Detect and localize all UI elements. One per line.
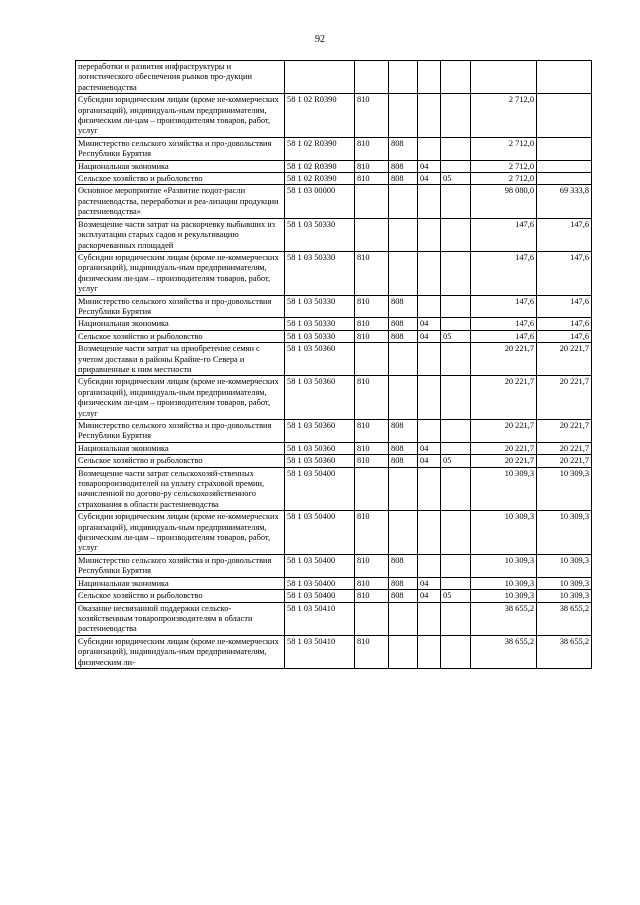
cell-amount-1: 10 309,3 (471, 511, 537, 555)
cell-amount-1: 20 221,7 (471, 442, 537, 454)
cell-section (418, 343, 441, 376)
cell-target-article: 58 1 03 50360 (285, 420, 355, 443)
cell-target-article: 58 1 02 R0390 (285, 160, 355, 172)
cell-subsection (441, 554, 471, 577)
table-row (76, 173, 592, 185)
cell-subsection (441, 343, 471, 376)
table-row (76, 420, 592, 443)
cell-ministry-code (389, 185, 418, 218)
cell-ministry-code: 808 (389, 160, 418, 172)
cell-amount-2: 20 221,7 (537, 376, 592, 420)
cell-section (418, 251, 441, 295)
cell-name: Сельское хозяйство и рыболовство (76, 590, 285, 602)
cell-subsection: 05 (441, 330, 471, 342)
cell-subsection (441, 318, 471, 330)
cell-target-article: 58 1 02 R0390 (285, 94, 355, 138)
cell-section (418, 185, 441, 218)
cell-amount-2: 38 655,2 (537, 635, 592, 668)
cell-target-article: 58 1 03 50410 (285, 635, 355, 668)
cell-subsection (441, 160, 471, 172)
cell-name: переработки и развития инфраструктуры и логистического обеспечения рынков про-дукции растениеводства (76, 61, 285, 94)
table-row (76, 61, 592, 94)
cell-name: Оказание несвязанной поддержки сельско-хозяйственным товаропроизводителям в области растениеводства (76, 602, 285, 635)
cell-target-article: 58 1 03 50400 (285, 554, 355, 577)
cell-target-article: 58 1 02 R0390 (285, 173, 355, 185)
cell-subsection (441, 467, 471, 511)
cell-ministry-code: 808 (389, 577, 418, 589)
cell-amount-1: 10 309,3 (471, 577, 537, 589)
cell-target-article: 58 1 03 50360 (285, 455, 355, 467)
cell-amount-1: 10 309,3 (471, 590, 537, 602)
cell-subsection: 05 (441, 455, 471, 467)
cell-name: Возмещение части затрат сельскохозяй-ственных товаропроизводителей на уплату страховой премии, начисленной по догово-ру сельскохозяйственного страхования в области растениеводства (76, 467, 285, 511)
cell-amount-2: 147,6 (537, 251, 592, 295)
cell-name: Национальная экономика (76, 442, 285, 454)
cell-section (418, 218, 441, 251)
cell-ministry-code: 808 (389, 420, 418, 443)
cell-name: Сельское хозяйство и рыболовство (76, 330, 285, 342)
cell-target-article: 58 1 03 50410 (285, 602, 355, 635)
table-row (76, 602, 592, 635)
cell-target-article: 58 1 03 50360 (285, 376, 355, 420)
cell-expense-type: 810 (355, 590, 389, 602)
cell-subsection (441, 511, 471, 555)
cell-amount-1: 20 221,7 (471, 420, 537, 443)
cell-amount-2: 147,6 (537, 295, 592, 318)
cell-expense-type: 810 (355, 173, 389, 185)
cell-expense-type (355, 467, 389, 511)
cell-subsection (441, 137, 471, 160)
table-row (76, 137, 592, 160)
cell-ministry-code: 808 (389, 295, 418, 318)
cell-amount-2: 147,6 (537, 318, 592, 330)
cell-target-article (285, 61, 355, 94)
cell-expense-type (355, 218, 389, 251)
table-row (76, 442, 592, 454)
cell-expense-type: 810 (355, 577, 389, 589)
cell-target-article: 58 1 02 R0390 (285, 137, 355, 160)
cell-name: Министерство сельского хозяйства и про-довольствия Республики Бурятия (76, 137, 285, 160)
table-row (76, 455, 592, 467)
page-number: 92 (315, 34, 325, 45)
cell-amount-1: 98 080,0 (471, 185, 537, 218)
cell-subsection: 05 (441, 173, 471, 185)
cell-amount-1 (471, 61, 537, 94)
cell-amount-2: 20 221,7 (537, 455, 592, 467)
cell-section: 04 (418, 442, 441, 454)
cell-ministry-code (389, 467, 418, 511)
cell-amount-2: 38 655,2 (537, 602, 592, 635)
cell-target-article: 58 1 03 50330 (285, 318, 355, 330)
cell-target-article: 58 1 03 50400 (285, 467, 355, 511)
cell-section (418, 554, 441, 577)
cell-subsection (441, 420, 471, 443)
cell-amount-2 (537, 173, 592, 185)
table-row (76, 295, 592, 318)
table-row (76, 318, 592, 330)
cell-amount-2: 10 309,3 (537, 467, 592, 511)
cell-ministry-code (389, 61, 418, 94)
cell-section (418, 635, 441, 668)
cell-name: Субсидии юридическим лицам (кроме не-коммерческих организаций), индивидуаль-ным предпринимателям, физическим ли- (76, 635, 285, 668)
cell-expense-type: 810 (355, 511, 389, 555)
cell-section: 04 (418, 160, 441, 172)
cell-subsection (441, 185, 471, 218)
cell-amount-1: 147,6 (471, 330, 537, 342)
cell-subsection (441, 61, 471, 94)
cell-ministry-code (389, 376, 418, 420)
cell-amount-1: 20 221,7 (471, 343, 537, 376)
cell-amount-1: 38 655,2 (471, 602, 537, 635)
cell-name: Субсидии юридическим лицам (кроме не-коммерческих организаций), индивидуаль-ным предпринимателям, физическим ли-цам – производителям товаров, работ, услуг (76, 511, 285, 555)
cell-section (418, 137, 441, 160)
cell-name: Субсидии юридическим лицам (кроме не-коммерческих организаций), индивидуаль-ным предпринимателям, физическим ли-цам – производителям товаров, работ, услуг (76, 251, 285, 295)
cell-amount-1: 2 712,0 (471, 94, 537, 138)
cell-section (418, 376, 441, 420)
cell-ministry-code (389, 511, 418, 555)
cell-name: Возмещение части затрат на приобретение семян с учетом доставки в районы Крайне-го Севера и приравненные к ним местности (76, 343, 285, 376)
cell-subsection (441, 442, 471, 454)
table-body (76, 61, 592, 669)
table-row (76, 185, 592, 218)
cell-section: 04 (418, 173, 441, 185)
cell-amount-2: 10 309,3 (537, 554, 592, 577)
cell-subsection (441, 251, 471, 295)
cell-expense-type (355, 185, 389, 218)
cell-target-article: 58 1 03 50400 (285, 511, 355, 555)
cell-section (418, 61, 441, 94)
table-row (76, 251, 592, 295)
cell-subsection (441, 577, 471, 589)
cell-amount-2: 147,6 (537, 330, 592, 342)
cell-section (418, 467, 441, 511)
cell-ministry-code: 808 (389, 554, 418, 577)
cell-expense-type: 810 (355, 137, 389, 160)
cell-subsection (441, 94, 471, 138)
cell-ministry-code: 808 (389, 455, 418, 467)
cell-section: 04 (418, 330, 441, 342)
table-row (76, 160, 592, 172)
cell-subsection (441, 602, 471, 635)
table-row (76, 590, 592, 602)
cell-name: Субсидии юридическим лицам (кроме не-коммерческих организаций), индивидуаль-ным предпринимателям, физическим ли-цам – производителям товаров, работ, услуг (76, 376, 285, 420)
cell-expense-type: 810 (355, 94, 389, 138)
table-row (76, 635, 592, 668)
cell-amount-2: 20 221,7 (537, 420, 592, 443)
cell-amount-1: 38 655,2 (471, 635, 537, 668)
cell-amount-2: 20 221,7 (537, 343, 592, 376)
cell-subsection (441, 218, 471, 251)
cell-ministry-code: 808 (389, 173, 418, 185)
cell-section: 04 (418, 590, 441, 602)
cell-expense-type: 810 (355, 420, 389, 443)
cell-amount-1: 2 712,0 (471, 137, 537, 160)
table-row (76, 343, 592, 376)
cell-amount-2: 10 309,3 (537, 590, 592, 602)
table-row (76, 577, 592, 589)
cell-expense-type: 810 (355, 295, 389, 318)
cell-expense-type (355, 61, 389, 94)
cell-amount-2 (537, 94, 592, 138)
cell-ministry-code (389, 251, 418, 295)
cell-subsection (441, 635, 471, 668)
cell-section (418, 511, 441, 555)
table-row (76, 467, 592, 511)
cell-name: Возмещение части затрат на раскорчевку выбывших из эксплуатации старых садов и рекультивацию раскорчеванных площадей (76, 218, 285, 251)
cell-amount-2 (537, 61, 592, 94)
cell-expense-type: 810 (355, 376, 389, 420)
cell-amount-2: 69 333,8 (537, 185, 592, 218)
cell-amount-2: 147,6 (537, 218, 592, 251)
cell-amount-1: 2 712,0 (471, 160, 537, 172)
cell-subsection (441, 295, 471, 318)
table-row (76, 511, 592, 555)
cell-amount-1: 147,6 (471, 295, 537, 318)
cell-expense-type: 810 (355, 330, 389, 342)
cell-expense-type: 810 (355, 442, 389, 454)
cell-target-article: 58 1 03 50400 (285, 577, 355, 589)
cell-expense-type: 810 (355, 251, 389, 295)
cell-expense-type (355, 602, 389, 635)
cell-amount-1: 2 712,0 (471, 173, 537, 185)
cell-amount-1: 147,6 (471, 318, 537, 330)
cell-amount-2: 10 309,3 (537, 577, 592, 589)
cell-expense-type (355, 343, 389, 376)
cell-amount-2 (537, 160, 592, 172)
cell-subsection: 05 (441, 590, 471, 602)
cell-target-article: 58 1 03 50330 (285, 295, 355, 318)
cell-ministry-code (389, 343, 418, 376)
table-row (76, 330, 592, 342)
cell-amount-2: 10 309,3 (537, 511, 592, 555)
cell-target-article: 58 1 03 00000 (285, 185, 355, 218)
cell-target-article: 58 1 03 50360 (285, 343, 355, 376)
cell-amount-1: 147,6 (471, 218, 537, 251)
table-row (76, 554, 592, 577)
cell-amount-1: 10 309,3 (471, 467, 537, 511)
cell-amount-1: 20 221,7 (471, 376, 537, 420)
cell-subsection (441, 376, 471, 420)
cell-expense-type: 810 (355, 455, 389, 467)
cell-name: Министерство сельского хозяйства и про-довольствия Республики Бурятия (76, 420, 285, 443)
cell-expense-type: 810 (355, 160, 389, 172)
cell-name: Сельское хозяйство и рыболовство (76, 455, 285, 467)
cell-section: 04 (418, 577, 441, 589)
cell-amount-1: 20 221,7 (471, 455, 537, 467)
cell-ministry-code: 808 (389, 318, 418, 330)
cell-section (418, 420, 441, 443)
cell-amount-2 (537, 137, 592, 160)
cell-ministry-code (389, 94, 418, 138)
cell-ministry-code (389, 635, 418, 668)
cell-amount-1: 10 309,3 (471, 554, 537, 577)
cell-ministry-code: 808 (389, 590, 418, 602)
cell-expense-type: 810 (355, 554, 389, 577)
cell-ministry-code: 808 (389, 442, 418, 454)
cell-target-article: 58 1 03 50360 (285, 442, 355, 454)
table-row (76, 218, 592, 251)
cell-ministry-code: 808 (389, 137, 418, 160)
cell-name: Национальная экономика (76, 318, 285, 330)
cell-ministry-code (389, 602, 418, 635)
cell-ministry-code: 808 (389, 330, 418, 342)
cell-ministry-code (389, 218, 418, 251)
cell-target-article: 58 1 03 50330 (285, 251, 355, 295)
cell-target-article: 58 1 03 50330 (285, 330, 355, 342)
cell-amount-1: 147,6 (471, 251, 537, 295)
cell-amount-2: 20 221,7 (537, 442, 592, 454)
cell-section: 04 (418, 318, 441, 330)
cell-target-article: 58 1 03 50400 (285, 590, 355, 602)
table-row (76, 94, 592, 138)
cell-section (418, 602, 441, 635)
cell-name: Субсидии юридическим лицам (кроме не-коммерческих организаций), индивидуаль-ным предпринимателям, физическим ли-цам – производителям товаров, работ, услуг (76, 94, 285, 138)
table-row (76, 376, 592, 420)
cell-section: 04 (418, 455, 441, 467)
cell-section (418, 295, 441, 318)
cell-name: Сельское хозяйство и рыболовство (76, 173, 285, 185)
cell-expense-type: 810 (355, 635, 389, 668)
cell-name: Национальная экономика (76, 160, 285, 172)
cell-section (418, 94, 441, 138)
cell-name: Национальная экономика (76, 577, 285, 589)
cell-name: Министерство сельского хозяйства и про-довольствия Республики Бурятия (76, 554, 285, 577)
cell-expense-type: 810 (355, 318, 389, 330)
cell-name: Основное мероприятие «Развитие подот-расли растениеводства, переработки и реа-лизации продукции растениеводства» (76, 185, 285, 218)
budget-table (75, 60, 592, 669)
cell-target-article: 58 1 03 50330 (285, 218, 355, 251)
cell-name: Министерство сельского хозяйства и про-довольствия Республики Бурятия (76, 295, 285, 318)
